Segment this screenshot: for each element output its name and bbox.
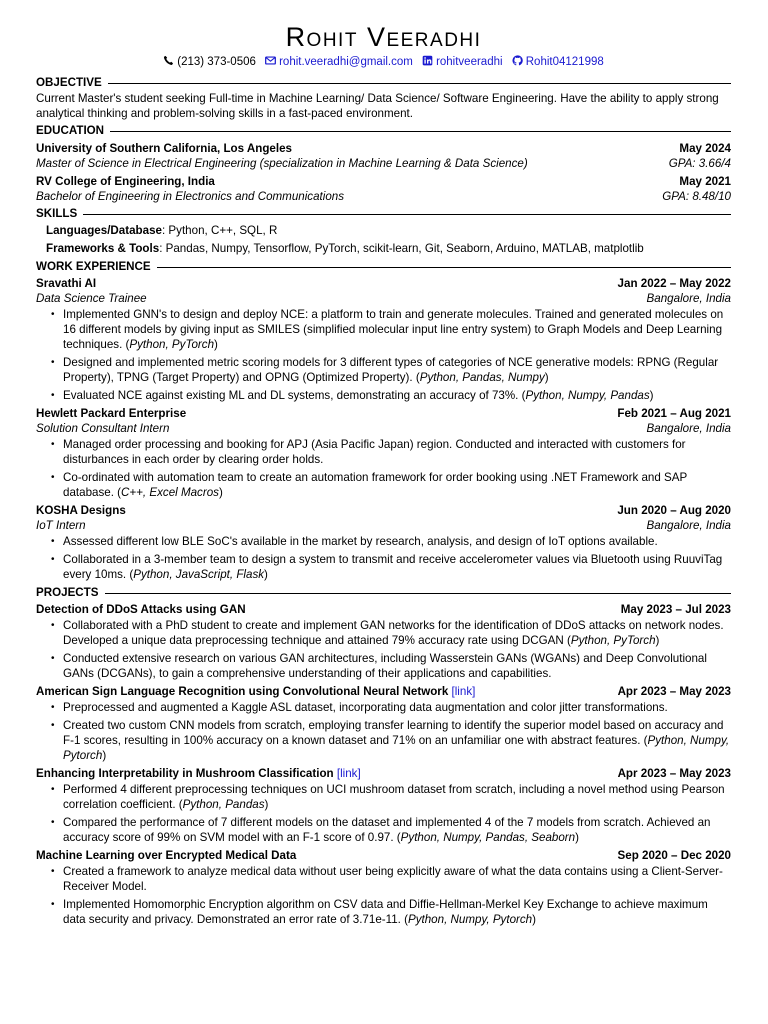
skill-row [46, 241, 731, 256]
bullet-item [63, 534, 731, 549]
bullet-end: ) [649, 389, 654, 402]
project-title-wrap [36, 684, 475, 699]
education-heading: EDUCATION [36, 123, 731, 138]
bullet-item [63, 388, 731, 403]
bullet-list [36, 534, 731, 582]
section-rule [105, 593, 732, 594]
github-text: Rohit04121998 [525, 56, 604, 68]
bullet-list [36, 437, 731, 500]
school-name: RV College of Engineering, India [36, 175, 215, 188]
phone-contact[interactable] [163, 56, 259, 68]
bullet-text: Conducted extensive research on various GAN architectures, including Wasserstein GANs (WGANs) and Deep Convolutional GANs (DCGANs), to gain a comprehensive understanding of their applications and capabilities. [63, 652, 707, 680]
linkedin-icon [422, 55, 433, 66]
bullet-text: Created a framework to analyze medical data without user being explicitly aware of what the data contains using a Client-Server-Receiver Model. [63, 865, 723, 893]
bullet-tech: Python, Pandas [182, 798, 265, 811]
candidate-name: Rohit Veeradhi [285, 22, 482, 52]
bullet-list [36, 700, 731, 763]
bullet-end: ) [655, 634, 660, 647]
project-title-wrap [36, 848, 296, 863]
gpa: GPA: 3.66/4 [668, 157, 731, 170]
education-entry [36, 141, 731, 171]
section-rule [110, 131, 731, 132]
degree-name: Master of Science in Electrical Engineering (specialization in Machine Learning & Data Science) [36, 157, 528, 170]
projects-list [36, 602, 731, 927]
bullet-end: ) [102, 749, 107, 762]
bullet-tech: C++, Excel Macros [121, 486, 219, 499]
phone-text: (213) 373-0506 [177, 56, 256, 68]
section-rule [83, 214, 731, 215]
project-row [36, 684, 731, 699]
bullet-text: Assessed different low BLE SoC's available in the market by research, analysis, and design of IoT options available. [63, 535, 658, 548]
bullet-item [63, 618, 731, 648]
projects-heading: PROJECTS [36, 585, 731, 600]
skills-heading: SKILLS [36, 206, 731, 221]
objective-text: Current Master's student seeking Full-time in Machine Learning/ Data Science/ Software Engineering. Have the ability to apply strong analytical thinking and problem-solving skills in a fast-paced environment. [36, 92, 719, 120]
gpa: GPA: 8.48/10 [662, 190, 731, 203]
project-date: May 2023 – Jul 2023 [620, 603, 731, 616]
project-title: Enhancing Interpretability in Mushroom Classification [36, 767, 334, 780]
bullet-item [63, 782, 731, 812]
bullet-item [63, 700, 731, 715]
github-link[interactable] [512, 56, 604, 68]
skill-row [46, 223, 731, 238]
bullet-list [36, 864, 731, 927]
bullet-tech: Python, Numpy, Pytorch [63, 734, 730, 762]
phone-icon [163, 55, 174, 66]
project-link[interactable]: [link] [336, 767, 361, 780]
bullet-text: Performed 4 different preprocessing techniques on UCI mushroom dataset from scratch, including a novel method using Pearson correlation coefficient. ( [63, 783, 725, 811]
bullet-end: ) [264, 798, 269, 811]
project-title: Detection of DDoS Attacks using GAN [36, 603, 246, 616]
bullet-end: ) [214, 338, 218, 351]
work-row [36, 518, 731, 533]
bullet-item [63, 864, 731, 894]
github-icon [512, 55, 523, 66]
work-row [36, 276, 731, 291]
work-location: Bangalore, India [646, 292, 731, 305]
bullet-text: Collaborated with a PhD student to create and implement GAN networks for the identification of DDoS attacks on network nodes. Developed a unique data preprocessing technique and attained 79% accuracy rate using DCGAN ( [63, 619, 724, 647]
bullet-item [63, 470, 731, 500]
skill-label: Languages/Database [46, 224, 162, 237]
bullet-text: Created two custom CNN models from scratch, employing transfer learning to identify the superior model based on accuracy and F-1 scores, resulting in 100% accuracy on a known dataset and 71% on an unfamiliar one with abstract features. ( [63, 719, 724, 747]
degree-name: Bachelor of Engineering in Electronics and Communications [36, 190, 345, 203]
bullet-end: ) [544, 371, 549, 384]
education-date: May 2021 [679, 175, 731, 188]
education-list [36, 141, 731, 204]
objective-heading: OBJECTIVE [36, 75, 731, 90]
bullet-item [63, 355, 731, 385]
project-link[interactable]: [link] [451, 685, 476, 698]
bullet-item [63, 552, 731, 582]
project-entry [36, 684, 731, 763]
bullet-text: Managed order processing and booking for APJ (Asia Pacific Japan) region. Conducted and interacted with customers for disturbances in each order by clearing order holds. [63, 438, 686, 466]
bullet-item [63, 897, 731, 927]
work-date: Jan 2022 – May 2022 [617, 277, 731, 290]
bullet-text: Compared the performance of 7 different models on the dataset and implemented 4 of the 7 models from scratch. Achieved an accuracy score of 99% on SVM model with an F-1 score of 0.97. ( [63, 816, 711, 844]
project-date: Apr 2023 – May 2023 [617, 767, 731, 780]
bullet-end: ) [218, 486, 223, 499]
skill-value: : Python, C++, SQL, R [161, 224, 278, 237]
work-row [36, 406, 731, 421]
project-title-wrap [36, 602, 246, 617]
project-entry [36, 766, 731, 845]
skills-list [36, 223, 731, 256]
email-link[interactable] [265, 56, 416, 68]
bullet-item [63, 718, 731, 763]
bullet-list [36, 618, 731, 681]
bullet-item [63, 307, 731, 352]
project-entry [36, 848, 731, 927]
role-title: Data Science Trainee [36, 292, 147, 305]
project-title: Machine Learning over Encrypted Medical Data [36, 849, 297, 862]
work-list [36, 276, 731, 582]
bullet-list [36, 782, 731, 845]
work-row [36, 291, 731, 306]
bullet-text: Collaborated in a 3-member team to design a system to transmit and receive accelerometer values via Bluetooth using RuuviTag every 10ms. ( [63, 553, 723, 581]
bullet-text: Evaluated NCE against existing ML and DL systems, demonstrating an accuracy of 73%. ( [63, 389, 526, 402]
work-entry [36, 406, 731, 500]
project-entry [36, 602, 731, 681]
bullet-tech: Python, JavaScript, Flask [133, 568, 265, 581]
work-date: Feb 2021 – Aug 2021 [617, 407, 731, 420]
education-entry [36, 174, 731, 204]
bullet-text: Implemented GNN's to design and deploy NCE: a platform to train and generate molecules. Trained and generated molecules on 16 different models by giving input as SMILES (simplified molecular input line entry system) to Graph Models and Deep Learning techniques. ( [63, 308, 724, 351]
section-rule [108, 83, 731, 84]
bullet-end: ) [532, 913, 537, 926]
work-date: Jun 2020 – Aug 2020 [617, 504, 731, 517]
work-entry [36, 503, 731, 582]
envelope-icon [265, 55, 276, 66]
work-entry [36, 276, 731, 403]
project-date: Apr 2023 – May 2023 [617, 685, 731, 698]
project-row [36, 602, 731, 617]
skill-value: : Pandas, Numpy, Tensorflow, PyTorch, scikit-learn, Git, Seaborn, Arduino, MATLAB, matplotlib [159, 242, 644, 255]
education-row [36, 156, 731, 171]
linkedin-link[interactable] [422, 56, 506, 68]
bullet-tech: Python, PyTorch [570, 634, 656, 647]
bullet-list [36, 307, 731, 403]
project-row [36, 766, 731, 781]
work-heading: WORK EXPERIENCE [36, 259, 731, 274]
bullet-end: ) [575, 831, 579, 844]
skill-label: Frameworks & Tools [46, 242, 160, 255]
bullet-text: Preprocessed and augmented a Kaggle ASL dataset, incorporating data augmentation and color jitter transformations. [63, 701, 668, 714]
work-location: Bangalore, India [646, 422, 731, 435]
role-title: IoT Intern [36, 519, 86, 532]
work-location: Bangalore, India [646, 519, 731, 532]
company-name: Sravathi AI [36, 277, 97, 290]
company-name: KOSHA Designs [36, 504, 126, 517]
bullet-tech: Python, Numpy, Pytorch [407, 913, 533, 926]
bullet-end: ) [264, 568, 268, 581]
bullet-text: Co-ordinated with automation team to create an automation framework for order booking using .NET Framework and SAP database. ( [63, 471, 688, 499]
education-row [36, 174, 731, 189]
bullet-tech: Python, Numpy, Pandas [525, 389, 650, 402]
work-row [36, 421, 731, 436]
education-row [36, 189, 731, 204]
bullet-text: Implemented Homomorphic Encryption algorithm on CSV data and Diffie-Hellman-Merkel Key Exchange to achieve maximum data security and privacy. Demonstrated an error rate of 3.71e-11. ( [63, 898, 708, 926]
bullet-item [63, 437, 731, 467]
section-rule [157, 267, 731, 268]
work-row [36, 503, 731, 518]
project-title-wrap [36, 766, 361, 781]
bullet-item [63, 815, 731, 845]
company-name: Hewlett Packard Enterprise [36, 407, 187, 420]
project-title: American Sign Language Recognition using Convolutional Neural Network [36, 685, 449, 698]
bullet-text: Designed and implemented metric scoring models for 3 different types of categories of NCE generative models: RPNG (Regular Property), TPNG (Target Property) and OPNG (Optimized Property). ( [63, 356, 719, 384]
role-title: Solution Consultant Intern [36, 422, 170, 435]
contact-bar [36, 55, 731, 70]
bullet-item [63, 651, 731, 681]
bullet-tech: Python, Numpy, Pandas, Seaborn [400, 831, 576, 844]
school-name: University of Southern California, Los Angeles [36, 142, 292, 155]
education-date: May 2024 [679, 142, 731, 155]
project-row [36, 848, 731, 863]
linkedin-text: rohitveeradhi [436, 56, 503, 68]
bullet-tech: Python, Pandas, Numpy [419, 371, 545, 384]
education-row [36, 141, 731, 156]
email-text: rohit.veeradhi@gmail.com [279, 56, 413, 68]
bullet-tech: Python, PyTorch [129, 338, 215, 351]
project-date: Sep 2020 – Dec 2020 [617, 849, 731, 862]
